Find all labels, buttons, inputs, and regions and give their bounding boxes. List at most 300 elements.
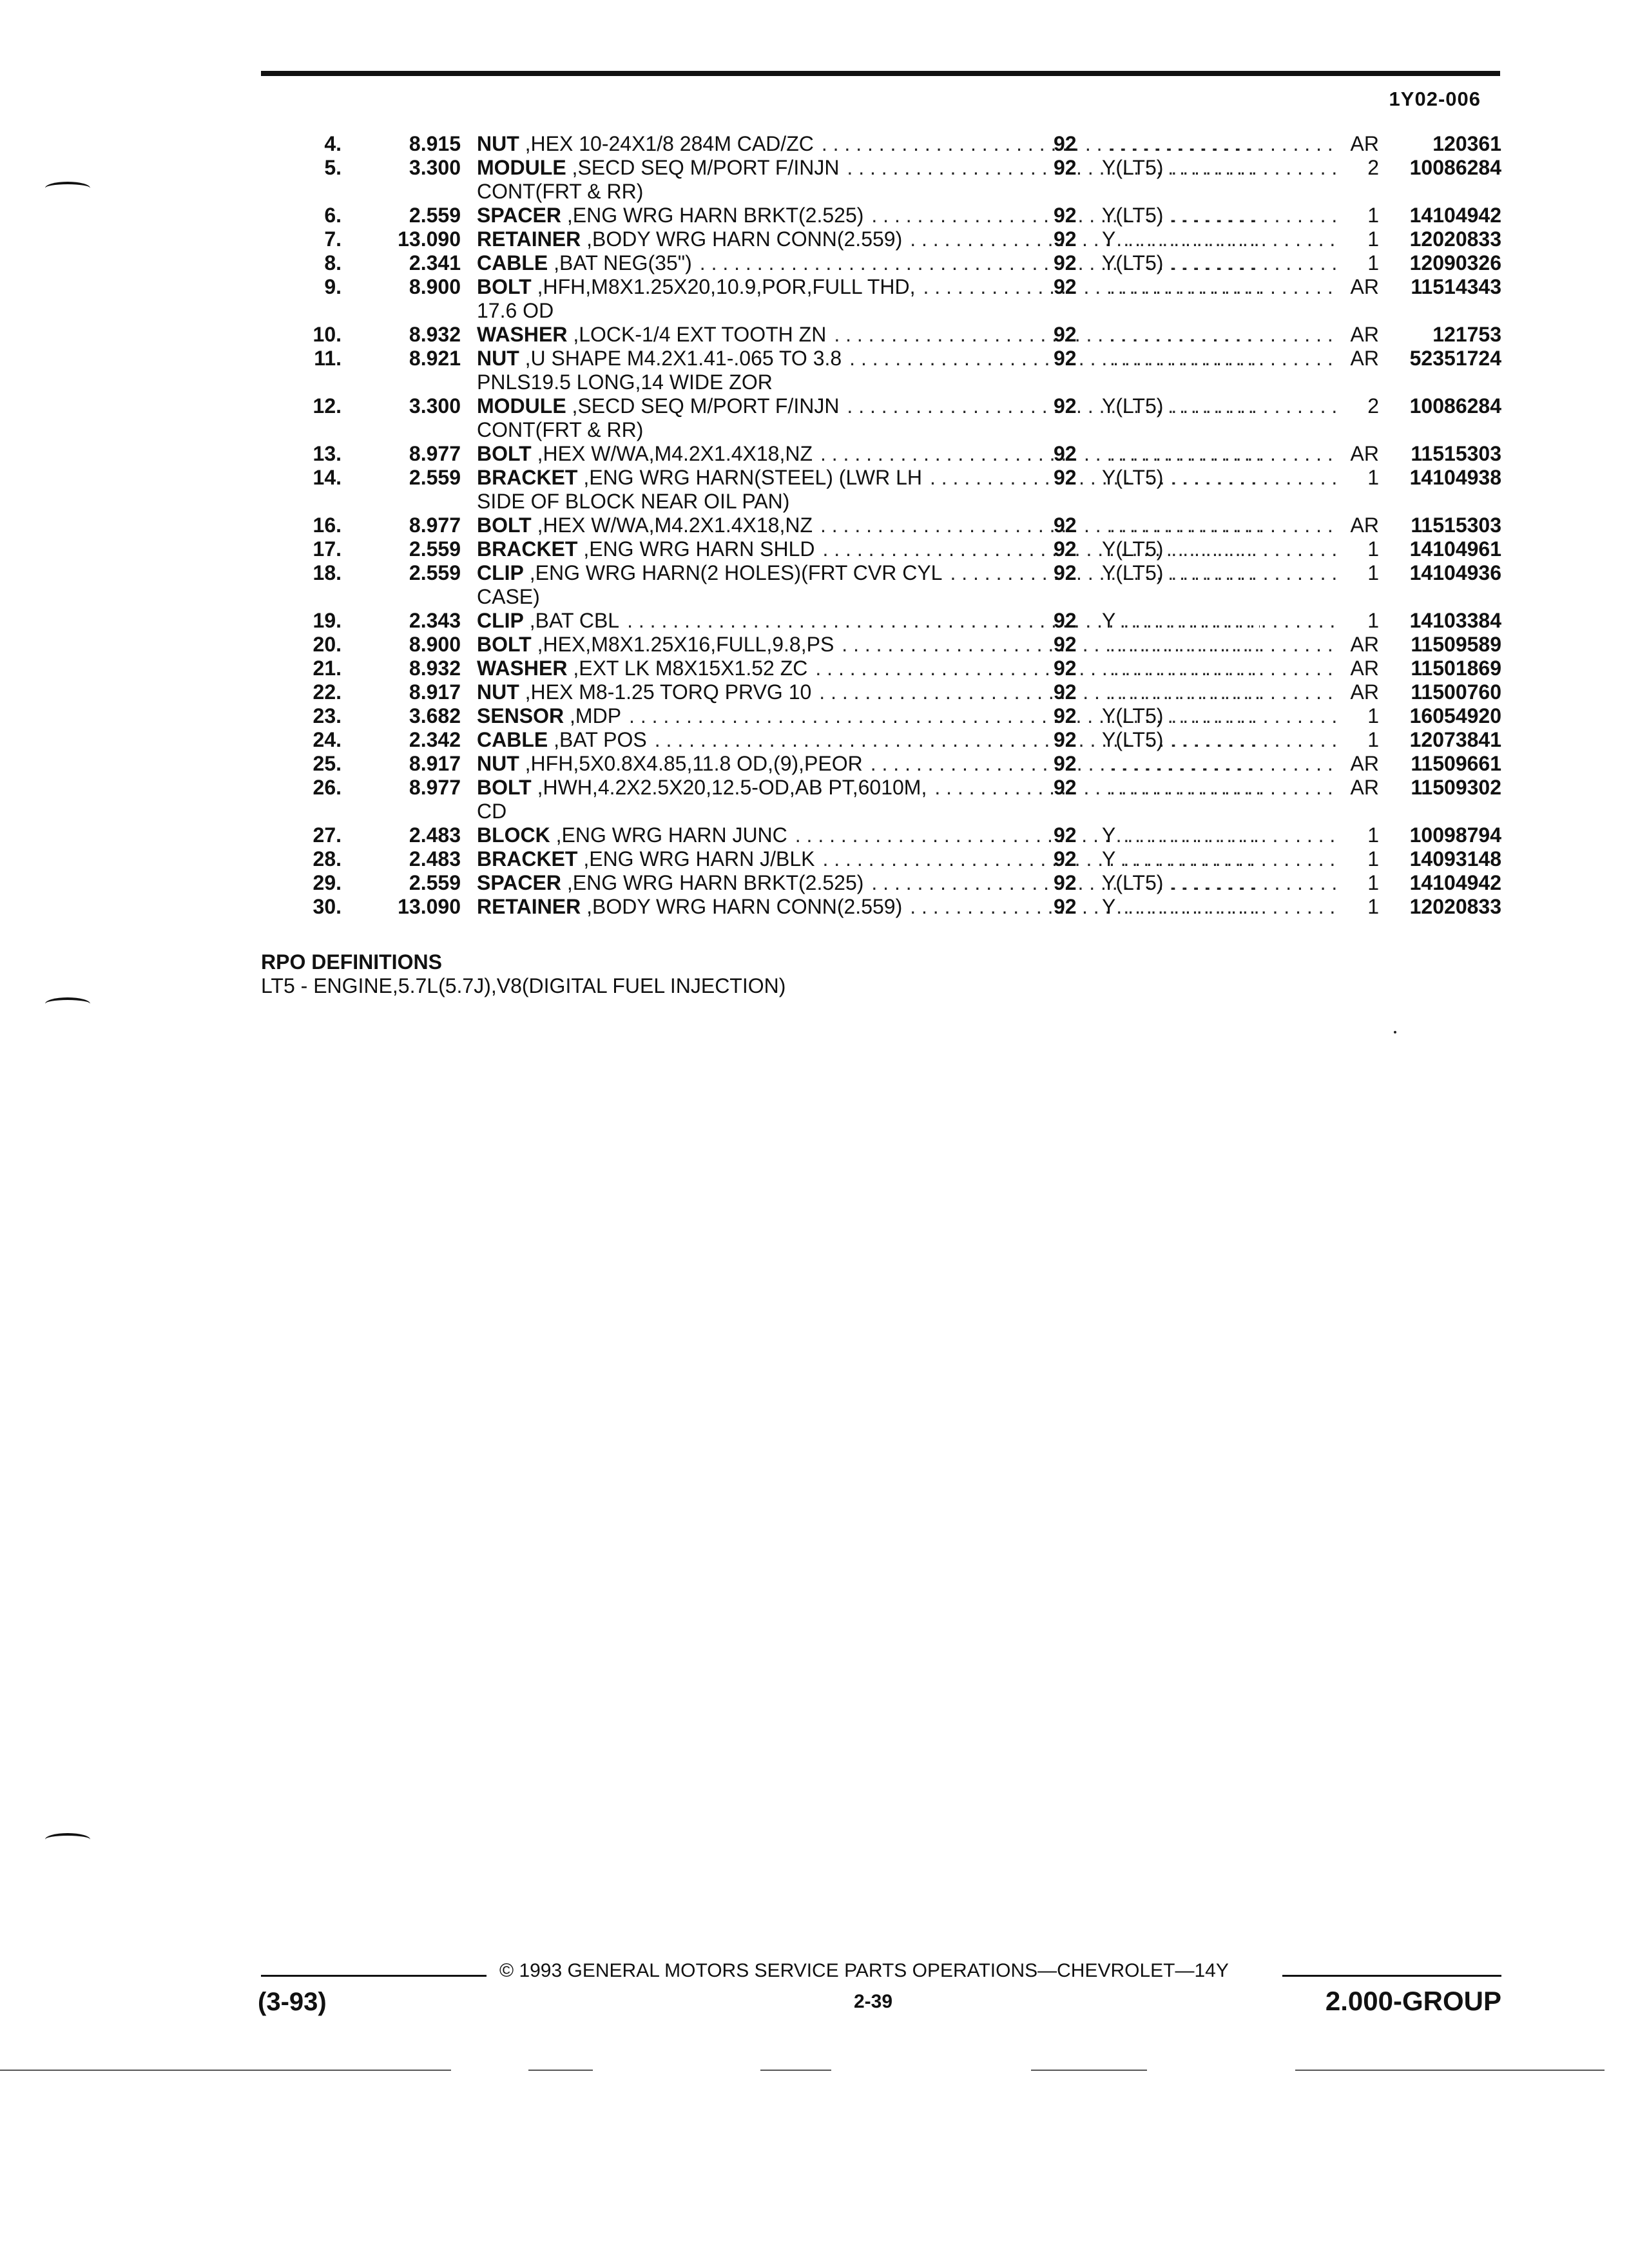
item-number: 11. <box>314 347 342 370</box>
footer-rule-right <box>1282 1975 1501 1977</box>
part-number: 120361 <box>1432 132 1501 155</box>
part-name: CLIP <box>477 609 524 632</box>
part-row <box>258 633 1501 657</box>
part-number: 16054920 <box>1409 704 1501 727</box>
item-number: 21. <box>313 657 342 680</box>
part-number: 11509302 <box>1411 776 1501 799</box>
part-spec: ,ENG WRG HARN(STEEL) (LWR LH <box>577 466 922 489</box>
part-spec: ,ENG WRG HARN SHLD <box>577 537 815 561</box>
item-number: 26. <box>313 776 342 799</box>
part-name: RETAINER <box>477 895 581 918</box>
part-row <box>258 514 1501 537</box>
usage-code <box>1102 275 1340 299</box>
part-spec-continued: SIDE OF BLOCK NEAR OIL PAN) <box>477 490 790 513</box>
group-number: 3.300 <box>409 156 461 179</box>
punch-mark <box>45 182 90 195</box>
part-number: 11500760 <box>1411 680 1501 704</box>
quantity: 1 <box>1367 847 1379 870</box>
part-row <box>258 680 1501 704</box>
document-code: 1Y02-006 <box>1389 88 1481 110</box>
model-year: 92 <box>1054 633 1077 656</box>
footer-group: 2.000-GROUP <box>1325 1986 1501 2016</box>
group-number: 13.090 <box>398 227 461 251</box>
part-number: 11515303 <box>1411 514 1501 537</box>
quantity: 1 <box>1367 823 1379 847</box>
rpo-definitions-title: RPO DEFINITIONS <box>261 950 442 974</box>
usage-text: Y <box>1102 823 1116 847</box>
quantity: 1 <box>1367 728 1379 751</box>
model-year: 92 <box>1054 251 1077 274</box>
quantity: 1 <box>1367 251 1379 274</box>
part-name: BRACKET <box>477 466 578 489</box>
part-name: CABLE <box>477 728 548 751</box>
usage-code <box>1102 227 1340 251</box>
item-number: 13. <box>313 442 342 465</box>
part-number: 14104936 <box>1409 561 1501 584</box>
leader-dots <box>1102 776 1340 800</box>
part-name: BRACKET <box>477 847 578 870</box>
group-number: 2.343 <box>409 609 461 632</box>
usage-code <box>1102 680 1340 704</box>
item-number: 7. <box>324 227 342 251</box>
group-number: 8.900 <box>409 633 461 656</box>
part-row <box>258 871 1501 895</box>
part-name: BOLT <box>477 633 532 656</box>
item-number: 28. <box>313 847 342 870</box>
group-number: 3.300 <box>409 394 461 418</box>
footer-rule-left <box>261 1975 487 1977</box>
part-spec: ,HEX 10-24X1/8 284M CAD/ZC <box>519 132 814 155</box>
leader-dots <box>1102 442 1340 466</box>
quantity: 1 <box>1367 227 1379 251</box>
header-rule <box>261 71 1500 76</box>
quantity: AR <box>1350 132 1379 155</box>
part-name: MODULE <box>477 394 566 418</box>
group-number: 2.559 <box>409 537 461 561</box>
model-year: 92 <box>1054 609 1077 632</box>
part-spec: ,BAT POS <box>548 728 647 751</box>
model-year: 92 <box>1054 275 1077 298</box>
part-spec-continued: PNLS19.5 LONG,14 WIDE ZOR <box>477 370 773 394</box>
part-row <box>258 227 1501 251</box>
part-row <box>258 251 1501 275</box>
usage-code <box>1102 251 1340 275</box>
group-number: 8.932 <box>409 657 461 680</box>
usage-text: Y(LT5) <box>1102 156 1164 179</box>
usage-code <box>1102 657 1340 680</box>
usage-code <box>1102 895 1340 919</box>
model-year: 92 <box>1054 156 1077 179</box>
quantity: 1 <box>1367 609 1379 632</box>
usage-text: Y(LT5) <box>1102 251 1164 274</box>
group-number: 13.090 <box>398 895 461 918</box>
group-number: 2.341 <box>409 251 461 274</box>
quantity: 1 <box>1367 537 1379 561</box>
leader-dots <box>1163 561 1340 585</box>
leader-dots <box>1163 466 1340 490</box>
part-name: CLIP <box>477 561 524 584</box>
leader-dots <box>1102 275 1340 299</box>
model-year: 92 <box>1054 466 1077 489</box>
leader-dots <box>1102 680 1340 704</box>
quantity: 1 <box>1367 871 1379 894</box>
leader-dots <box>1163 204 1340 227</box>
group-number: 2.559 <box>409 204 461 227</box>
item-number: 22. <box>313 680 342 704</box>
quantity: 2 <box>1367 156 1379 179</box>
part-name: BLOCK <box>477 823 550 847</box>
group-number: 8.977 <box>409 776 461 799</box>
part-spec: ,SECD SEQ M/PORT F/INJN <box>566 156 840 179</box>
group-number: 2.559 <box>409 871 461 894</box>
part-row <box>258 561 1501 609</box>
quantity: AR <box>1350 347 1379 370</box>
part-spec: ,ENG WRG HARN BRKT(2.525) <box>561 204 864 227</box>
part-spec: ,HFH,M8X1.25X20,10.9,POR,FULL THD, <box>531 275 916 298</box>
scan-edge-rule <box>1031 2070 1147 2071</box>
group-number: 8.915 <box>409 132 461 155</box>
part-spec: ,HEX M8-1.25 TORQ PRVG 10 <box>519 680 812 704</box>
model-year: 92 <box>1054 752 1077 775</box>
part-row <box>258 752 1501 776</box>
part-number: 11514343 <box>1411 275 1501 298</box>
part-row <box>258 442 1501 466</box>
model-year: 92 <box>1054 227 1077 251</box>
footer-copyright: © 1993 GENERAL MOTORS SERVICE PARTS OPERATIONS—CHEVROLET—14Y <box>499 1960 1229 1981</box>
model-year: 92 <box>1054 132 1077 155</box>
part-spec: ,HEX,M8X1.25X16,FULL,9.8,PS <box>531 633 834 656</box>
model-year: 92 <box>1054 537 1077 561</box>
part-row <box>258 776 1501 823</box>
part-row <box>258 657 1501 680</box>
usage-code <box>1102 347 1340 370</box>
part-name: SPACER <box>477 871 561 894</box>
part-spec: ,U SHAPE M4.2X1.41-.065 TO 3.8 <box>519 347 842 370</box>
leader-dots <box>1163 871 1340 895</box>
part-spec: ,HFH,5X0.8X4.85,11.8 OD,(9),PEOR <box>519 752 863 775</box>
model-year: 92 <box>1054 347 1077 370</box>
item-number: 5. <box>324 156 342 179</box>
scan-edge-rule <box>0 2070 451 2071</box>
leader-dots <box>1102 323 1340 347</box>
part-spec: ,ENG WRG HARN J/BLK <box>577 847 815 870</box>
part-number: 10098794 <box>1409 823 1501 847</box>
part-row <box>258 347 1501 394</box>
item-number: 12. <box>313 394 342 418</box>
item-number: 14. <box>313 466 342 489</box>
usage-code <box>1102 466 1340 490</box>
item-number: 17. <box>313 537 342 561</box>
part-number: 14104942 <box>1409 871 1501 894</box>
part-number: 10086284 <box>1409 394 1501 418</box>
footer-revision: (3-93) <box>258 1988 327 2016</box>
item-number: 23. <box>313 704 342 727</box>
usage-code <box>1102 776 1340 800</box>
model-year: 92 <box>1054 680 1077 704</box>
usage-text: Y <box>1102 895 1116 918</box>
part-row <box>258 132 1501 156</box>
scan-speck <box>1394 1031 1396 1033</box>
item-number: 25. <box>313 752 342 775</box>
part-name: BRACKET <box>477 537 578 561</box>
part-row <box>258 895 1501 919</box>
usage-text: Y(LT5) <box>1102 466 1164 489</box>
quantity: AR <box>1350 323 1379 346</box>
leader-dots <box>1163 728 1340 752</box>
leader-dots <box>1102 752 1340 776</box>
quantity: 1 <box>1367 204 1379 227</box>
usage-code <box>1102 823 1340 847</box>
item-number: 30. <box>313 895 342 918</box>
part-number: 14093148 <box>1409 847 1501 870</box>
usage-text: Y(LT5) <box>1102 537 1164 561</box>
item-number: 27. <box>313 823 342 847</box>
usage-code <box>1102 204 1340 227</box>
part-spec: ,EXT LK M8X15X1.52 ZC <box>567 657 808 680</box>
part-name: BOLT <box>477 776 532 799</box>
model-year: 92 <box>1054 514 1077 537</box>
part-spec: ,ENG WRG HARN(2 HOLES)(FRT CVR CYL <box>523 561 943 584</box>
usage-text: Y(LT5) <box>1102 204 1164 227</box>
leader-dots <box>1115 895 1340 919</box>
part-number: 12020833 <box>1409 895 1501 918</box>
quantity: AR <box>1350 275 1379 298</box>
part-name: NUT <box>477 347 519 370</box>
leader-dots <box>1102 132 1340 156</box>
parts-list <box>258 132 1501 919</box>
part-spec-continued: CD <box>477 800 507 823</box>
part-number: 11501869 <box>1411 657 1501 680</box>
part-number: 10086284 <box>1409 156 1501 179</box>
model-year: 92 <box>1054 895 1077 918</box>
usage-text: Y <box>1102 609 1116 632</box>
usage-code <box>1102 442 1340 466</box>
part-spec: ,LOCK-1/4 EXT TOOTH ZN <box>567 323 827 346</box>
item-number: 24. <box>313 728 342 751</box>
part-row <box>258 204 1501 227</box>
model-year: 92 <box>1054 823 1077 847</box>
item-number: 19. <box>313 609 342 632</box>
part-number: 11509661 <box>1411 752 1501 775</box>
usage-text: Y(LT5) <box>1102 728 1164 751</box>
usage-text: Y <box>1102 227 1116 251</box>
item-number: 20. <box>313 633 342 656</box>
group-number: 2.483 <box>409 847 461 870</box>
quantity: AR <box>1350 657 1379 680</box>
quantity: AR <box>1350 776 1379 799</box>
usage-code <box>1102 132 1340 156</box>
leader-dots <box>1163 394 1340 418</box>
part-spec-continued: CASE) <box>477 585 540 608</box>
usage-code <box>1102 561 1340 585</box>
part-row <box>258 275 1501 323</box>
part-name: NUT <box>477 132 519 155</box>
part-number: 11509589 <box>1411 633 1501 656</box>
scan-edge-rule <box>1295 2070 1605 2071</box>
model-year: 92 <box>1054 204 1077 227</box>
group-number: 2.559 <box>409 466 461 489</box>
part-name: WASHER <box>477 323 568 346</box>
leader-dots <box>1163 156 1340 180</box>
usage-text: Y(LT5) <box>1102 871 1164 894</box>
part-spec: ,MDP <box>564 704 622 727</box>
part-number: 11515303 <box>1411 442 1501 465</box>
part-number: 14104938 <box>1409 466 1501 489</box>
usage-code <box>1102 704 1340 728</box>
part-number: 12090326 <box>1409 251 1501 274</box>
part-number: 14104961 <box>1409 537 1501 561</box>
model-year: 92 <box>1054 657 1077 680</box>
model-year: 92 <box>1054 728 1077 751</box>
part-spec: ,ENG WRG HARN JUNC <box>550 823 787 847</box>
usage-code <box>1102 633 1340 657</box>
part-row <box>258 466 1501 514</box>
part-number: 12020833 <box>1409 227 1501 251</box>
leader-dots <box>1115 609 1340 633</box>
part-spec-continued: 17.6 OD <box>477 299 554 322</box>
part-name: BOLT <box>477 442 532 465</box>
group-number: 2.559 <box>409 561 461 584</box>
part-number: 14103384 <box>1409 609 1501 632</box>
part-row <box>258 156 1501 204</box>
leader-dots <box>1115 823 1340 847</box>
part-name: WASHER <box>477 657 568 680</box>
leader-dots <box>1102 514 1340 537</box>
quantity: AR <box>1350 680 1379 704</box>
quantity: 1 <box>1367 895 1379 918</box>
quantity: 1 <box>1367 704 1379 727</box>
part-name: BOLT <box>477 514 532 537</box>
part-name: SPACER <box>477 204 561 227</box>
scan-edge-rule <box>528 2070 593 2071</box>
model-year: 92 <box>1054 442 1077 465</box>
model-year: 92 <box>1054 871 1077 894</box>
group-number: 2.342 <box>409 728 461 751</box>
part-row <box>258 728 1501 752</box>
group-number: 8.917 <box>409 752 461 775</box>
item-number: 8. <box>324 251 342 274</box>
part-spec: ,BAT NEG(35") <box>548 251 692 274</box>
part-spec: ,BAT CBL <box>523 609 620 632</box>
item-number: 16. <box>313 514 342 537</box>
model-year: 92 <box>1054 394 1077 418</box>
quantity: AR <box>1350 442 1379 465</box>
usage-text: Y(LT5) <box>1102 561 1164 584</box>
quantity: AR <box>1350 633 1379 656</box>
model-year: 92 <box>1054 704 1077 727</box>
quantity: 1 <box>1367 466 1379 489</box>
group-number: 8.900 <box>409 275 461 298</box>
part-row <box>258 847 1501 871</box>
part-number: 14104942 <box>1409 204 1501 227</box>
part-spec: ,HEX W/WA,M4.2X1.4X18,NZ <box>531 514 813 537</box>
part-row <box>258 823 1501 847</box>
leader-dots <box>1102 633 1340 657</box>
part-spec: ,HEX W/WA,M4.2X1.4X18,NZ <box>531 442 813 465</box>
part-name: BOLT <box>477 275 532 298</box>
quantity: AR <box>1350 752 1379 775</box>
part-spec: ,BODY WRG HARN CONN(2.559) <box>581 227 903 251</box>
part-row <box>258 394 1501 442</box>
part-name: NUT <box>477 680 519 704</box>
usage-code <box>1102 752 1340 776</box>
quantity: AR <box>1350 514 1379 537</box>
group-number: 8.921 <box>409 347 461 370</box>
leader-dots <box>1163 537 1340 561</box>
item-number: 10. <box>313 323 342 346</box>
usage-text: Y(LT5) <box>1102 704 1164 727</box>
model-year: 92 <box>1054 323 1077 346</box>
usage-code <box>1102 537 1340 561</box>
footer-page-number: 2-39 <box>854 1991 893 2012</box>
usage-code <box>1102 728 1340 752</box>
part-spec: ,BODY WRG HARN CONN(2.559) <box>581 895 903 918</box>
punch-mark <box>45 997 90 1010</box>
leader-dots <box>1102 657 1340 680</box>
group-number: 8.932 <box>409 323 461 346</box>
item-number: 18. <box>313 561 342 584</box>
part-row <box>258 323 1501 347</box>
part-spec: ,ENG WRG HARN BRKT(2.525) <box>561 871 864 894</box>
usage-code <box>1102 609 1340 633</box>
model-year: 92 <box>1054 776 1077 799</box>
part-name: SENSOR <box>477 704 564 727</box>
leader-dots <box>1115 847 1340 871</box>
part-number: 121753 <box>1432 323 1501 346</box>
scan-edge-rule <box>760 2070 831 2071</box>
quantity: 1 <box>1367 561 1379 584</box>
model-year: 92 <box>1054 561 1077 584</box>
leader-dots <box>1163 704 1340 728</box>
group-number: 2.483 <box>409 823 461 847</box>
usage-text: Y <box>1102 847 1116 870</box>
part-spec: ,SECD SEQ M/PORT F/INJN <box>566 394 840 418</box>
quantity: 2 <box>1367 394 1379 418</box>
leader-dots <box>1163 251 1340 275</box>
group-number: 8.977 <box>409 442 461 465</box>
item-number: 29. <box>313 871 342 894</box>
usage-code <box>1102 394 1340 418</box>
leader-dots <box>1102 347 1340 370</box>
part-row <box>258 704 1501 728</box>
usage-code <box>1102 323 1340 347</box>
item-number: 6. <box>324 204 342 227</box>
part-name: MODULE <box>477 156 566 179</box>
part-number: 52351724 <box>1409 347 1501 370</box>
part-name: RETAINER <box>477 227 581 251</box>
part-spec-continued: CONT(FRT & RR) <box>477 418 644 441</box>
item-number: 9. <box>324 275 342 298</box>
part-name: CABLE <box>477 251 548 274</box>
part-name: NUT <box>477 752 519 775</box>
part-spec-continued: CONT(FRT & RR) <box>477 180 644 203</box>
part-row <box>258 609 1501 633</box>
model-year: 92 <box>1054 847 1077 870</box>
usage-code <box>1102 847 1340 871</box>
part-row <box>258 537 1501 561</box>
leader-dots <box>1115 227 1340 251</box>
rpo-definition: LT5 - ENGINE,5.7L(5.7J),V8(DIGITAL FUEL INJECTION) <box>261 974 786 997</box>
usage-code <box>1102 156 1340 180</box>
usage-code <box>1102 514 1340 537</box>
usage-code <box>1102 871 1340 895</box>
item-number: 4. <box>324 132 342 155</box>
group-number: 3.682 <box>409 704 461 727</box>
part-spec: ,HWH,4.2X2.5X20,12.5-OD,AB PT,6010M, <box>531 776 927 799</box>
punch-mark <box>45 1833 90 1846</box>
group-number: 8.917 <box>409 680 461 704</box>
group-number: 8.977 <box>409 514 461 537</box>
